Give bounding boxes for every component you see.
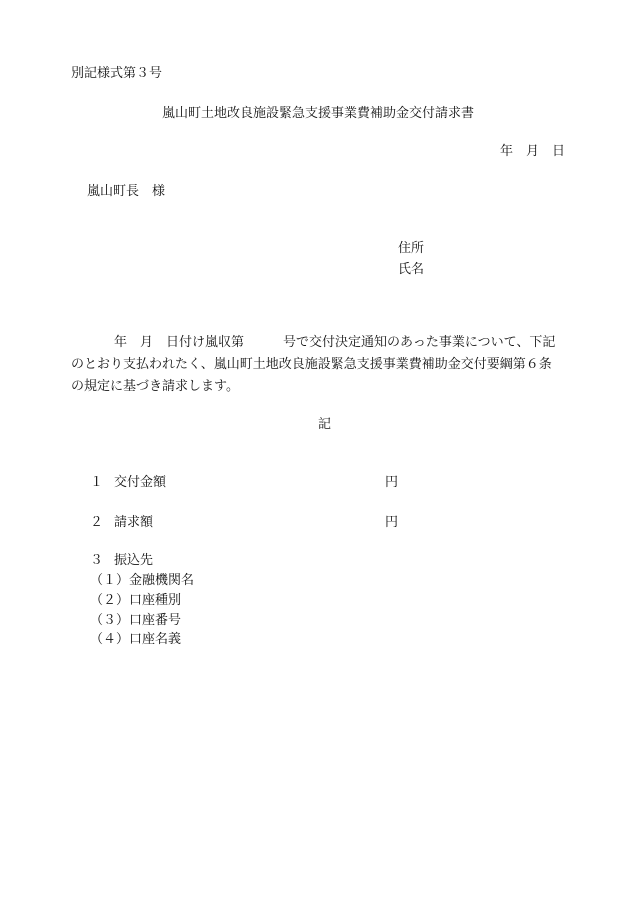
- transfer-detail-account-type: （２）口座種別: [90, 593, 182, 608]
- date-line: 年 月 日: [500, 144, 566, 159]
- name-label: 氏名: [398, 262, 425, 277]
- form-number: 別記様式第３号: [71, 66, 163, 81]
- ki-heading: 記: [318, 417, 332, 432]
- transfer-detail-account-holder: （４）口座名義: [90, 632, 182, 647]
- item-number: １: [90, 475, 104, 490]
- address-label: 住所: [398, 241, 425, 256]
- document-title: 嵐山町土地改良施設緊急支援事業費補助金交付請求書: [162, 106, 475, 121]
- addressee: 嵐山町長 様: [87, 184, 166, 199]
- body-text-line-3: の規定に基づき請求します。: [71, 379, 239, 394]
- transfer-detail-account-number: （３）口座番号: [90, 613, 182, 628]
- item-number: ２: [90, 515, 104, 530]
- item-label-grant-amount: 交付金額: [114, 475, 167, 490]
- transfer-detail-bank-name: （１）金融機関名: [90, 573, 195, 588]
- item-unit-yen: 円: [385, 515, 399, 530]
- body-text-line-2: のとおり支払われたく、嵐山町土地改良施設緊急支援事業費補助金交付要綱第６条: [71, 357, 552, 372]
- item-label-request-amount: 請求額: [114, 515, 154, 530]
- body-text-line-1: 年 月 日付け嵐収第 号で交付決定通知のあった事業について、下記: [114, 335, 556, 350]
- item-label-transfer-destination: 振込先: [114, 553, 154, 568]
- item-unit-yen: 円: [385, 475, 399, 490]
- item-number: ３: [90, 553, 104, 568]
